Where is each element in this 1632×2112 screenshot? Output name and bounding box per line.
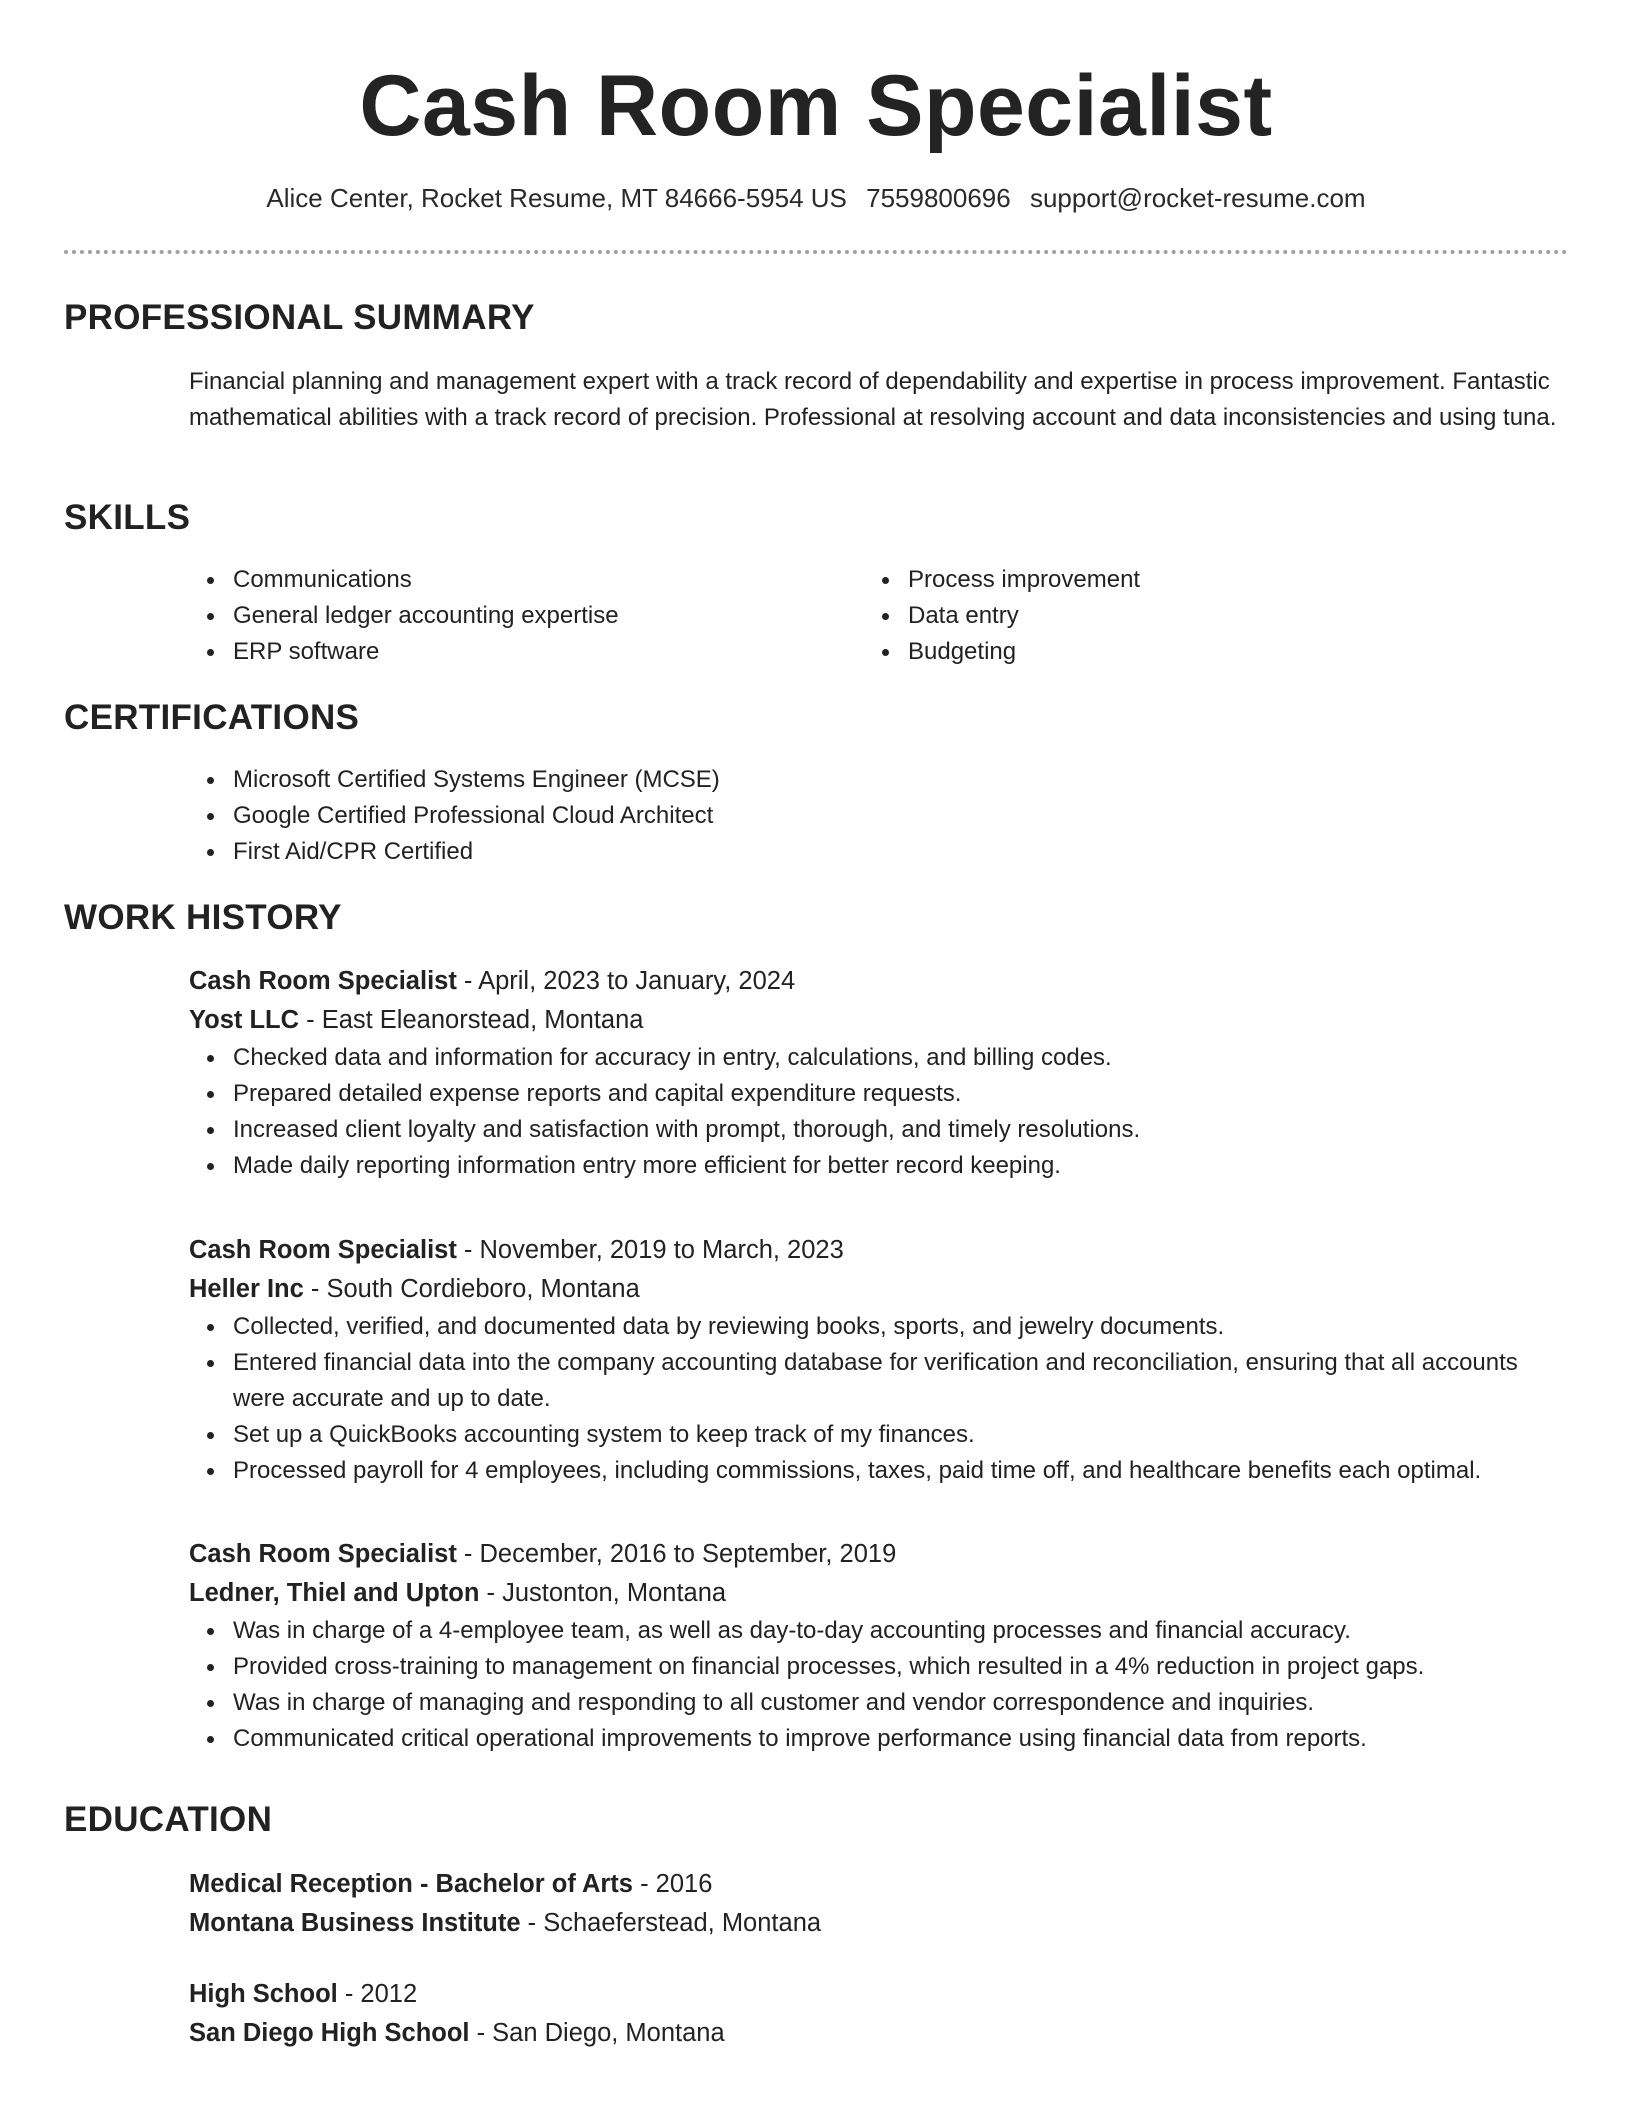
education-entry: [189, 1865, 1569, 1943]
job-title-line: [189, 1231, 1569, 1270]
job-dates: - April, 2023 to January, 2024: [456, 967, 796, 995]
job-bullet: Prepared detailed expense reports and capital expenditure requests.: [189, 1076, 1569, 1112]
job-bullet: Made daily reporting information entry more efficient for better record keeping.: [189, 1148, 1569, 1184]
job-bullet: Communicated critical operational improvements to improve performance using financial data from reports.: [189, 1721, 1569, 1757]
job-role: Cash Room Specialist: [189, 967, 457, 995]
skill-item: Process improvement: [864, 562, 1524, 598]
education-school: Montana Business Institute: [189, 1909, 521, 1937]
summary-text: Financial planning and management expert with a track record of dependability and expertise in process improvement. Fantastic mathematical abilities with a track record of precision. Professional at resolving account and data inconsistencies and using tuna.: [189, 368, 1557, 431]
contact-email: support@rocket-resume.com: [1029, 183, 1366, 213]
job-bullet: Was in charge of a 4-employee team, as well as day-to-day accounting processes and financial accuracy.: [189, 1613, 1569, 1649]
job-bullet: Increased client loyalty and satisfaction with prompt, thorough, and timely resolutions.: [189, 1112, 1569, 1148]
job-bullet: Processed payroll for 4 employees, including commissions, taxes, paid time off, and healthcare benefits each optimal.: [189, 1453, 1569, 1489]
education-location: - San Diego, Montana: [469, 2019, 725, 2047]
certification-item: First Aid/CPR Certified: [189, 834, 1569, 870]
job-bullets: [189, 1613, 1569, 1757]
summary-heading: PROFESSIONAL SUMMARY: [64, 298, 535, 337]
job-company-line: [189, 1574, 1569, 1613]
education-degree-line: [189, 1865, 1569, 1904]
education-school: San Diego High School: [189, 2019, 470, 2047]
education-entry: [189, 1975, 1569, 2053]
education-year: - 2016: [632, 1870, 713, 1898]
job-bullet: Was in charge of managing and responding to all customer and vendor correspondence and inquiries.: [189, 1685, 1569, 1721]
job-entry: [189, 1535, 1569, 1757]
skill-item: General ledger accounting expertise: [189, 598, 849, 634]
skill-item: Budgeting: [864, 634, 1524, 670]
header-divider: [64, 250, 1568, 254]
education-degree-line: [189, 1975, 1569, 2014]
job-title-line: [189, 1535, 1569, 1574]
job-company: Yost LLC: [189, 1006, 300, 1034]
job-company-line: [189, 1270, 1569, 1309]
skills-heading: SKILLS: [64, 498, 191, 537]
job-company: Heller Inc: [189, 1275, 304, 1303]
education-school-line: [189, 1904, 1569, 1943]
job-entry: [189, 962, 1569, 1184]
education-location: - Schaeferstead, Montana: [520, 1909, 822, 1937]
skills-column-left: [189, 562, 849, 670]
education-degree: High School: [189, 1980, 338, 2008]
job-dates: - December, 2016 to September, 2019: [456, 1540, 897, 1568]
contact-phone: 7559800696: [866, 183, 1011, 213]
education-degree: Medical Reception - Bachelor of Arts: [189, 1870, 633, 1898]
job-role: Cash Room Specialist: [189, 1236, 457, 1264]
skill-item: ERP software: [189, 634, 849, 670]
candidate-name: Cash Room Specialist: [359, 58, 1273, 154]
job-location: - South Cordieboro, Montana: [303, 1275, 640, 1303]
job-location: - Justonton, Montana: [479, 1579, 727, 1607]
skills-column-right: [864, 562, 1524, 670]
job-dates: - November, 2019 to March, 2023: [456, 1236, 844, 1264]
job-bullet: Entered financial data into the company accounting database for verification and reconciliation, ensuring that all accounts were accurate and up to date.: [189, 1345, 1569, 1417]
job-company-line: [189, 1001, 1569, 1040]
skills-list: [189, 562, 1569, 670]
job-title-line: [189, 962, 1569, 1001]
skill-item: Data entry: [864, 598, 1524, 634]
job-bullets: [189, 1309, 1569, 1489]
certification-item: Microsoft Certified Systems Engineer (MCSE): [189, 762, 1569, 798]
certifications-list: [189, 762, 1569, 870]
education-heading: EDUCATION: [64, 1800, 273, 1839]
job-role: Cash Room Specialist: [189, 1540, 457, 1568]
contact-address: Alice Center, Rocket Resume, MT 84666-5954 US: [266, 183, 847, 213]
skill-item: Communications: [189, 562, 849, 598]
job-company: Ledner, Thiel and Upton: [189, 1579, 480, 1607]
education-year: - 2012: [337, 1980, 418, 2008]
job-bullet: Set up a QuickBooks accounting system to keep track of my finances.: [189, 1417, 1569, 1453]
work-history-heading: WORK HISTORY: [64, 898, 342, 937]
contact-line: [0, 182, 1632, 214]
job-entry: [189, 1231, 1569, 1489]
job-bullets: [189, 1040, 1569, 1184]
education-school-line: [189, 2014, 1569, 2053]
certification-item: Google Certified Professional Cloud Architect: [189, 798, 1569, 834]
job-bullet: Collected, verified, and documented data by reviewing books, sports, and jewelry documents.: [189, 1309, 1569, 1345]
job-bullet: Checked data and information for accuracy in entry, calculations, and billing codes.: [189, 1040, 1569, 1076]
job-bullet: Provided cross-training to management on financial processes, which resulted in a 4% reduction in project gaps.: [189, 1649, 1569, 1685]
certifications-heading: CERTIFICATIONS: [64, 698, 360, 737]
job-location: - East Eleanorstead, Montana: [299, 1006, 644, 1034]
